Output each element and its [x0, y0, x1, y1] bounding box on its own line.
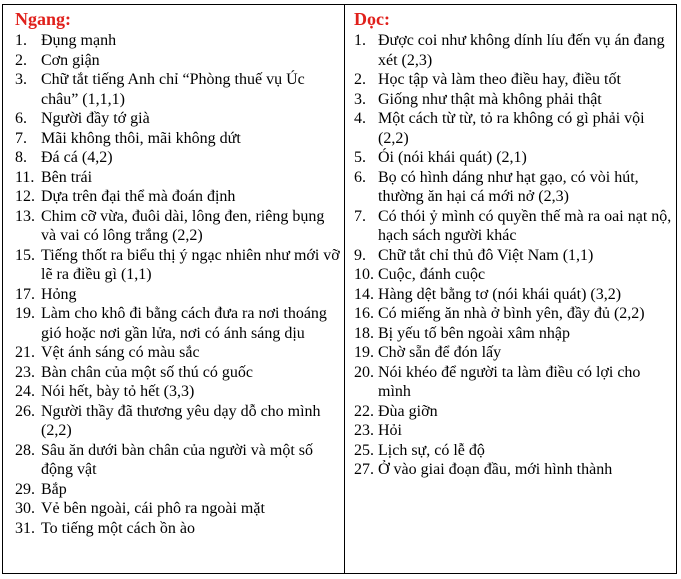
clue-text: Chữ tắt chỉ thủ đô Việt Nam (1,1) [378, 246, 594, 264]
clue-number: 26. [15, 402, 35, 420]
clue-number: 1. [15, 32, 27, 49]
clue-text: Sâu ăn dưới bàn chân của người và một số động vật [41, 441, 313, 478]
clue-text: Đụng mạnh [41, 32, 117, 49]
across-heading: Ngang: [15, 9, 72, 29]
clue-number: 13. [15, 207, 35, 225]
clue-number: 6. [15, 110, 27, 127]
clue-number: 8. [15, 149, 27, 166]
clue-text: Chim cỡ vừa, đuôi dài, lông đen, riêng bụng và vai có lông trắng (2,2) [41, 207, 325, 244]
clue-text: Vệt ánh sáng có màu sắc [41, 344, 200, 361]
clue-number: 11. [15, 168, 35, 186]
down-clue-item [354, 265, 672, 285]
clue-text: Được coi như không dính líu đến vụ án đang xét (2,3) [378, 32, 665, 69]
clue-text: Bắp [41, 480, 67, 498]
clue-number: 21. [15, 344, 35, 361]
across-clue-item [15, 441, 340, 480]
across-clue-item [15, 343, 340, 363]
clue-number: 3. [15, 71, 27, 88]
down-clue-item [354, 90, 672, 110]
clue-text: Hàng dệt bằng tơ (nói khái quát) (3,2) [378, 285, 622, 303]
clue-text: Có thói ỷ mình có quyền thế mà ra oai nạt nộ, hạch sách người khác [378, 207, 672, 244]
clue-text: Lịch sự, có lễ độ [378, 441, 485, 459]
clue-number: 16. [354, 305, 374, 322]
clue-number: 18. [354, 324, 374, 342]
clue-text: Một cách từ từ, tỏ ra không có gì phải vội (2,2) [378, 110, 645, 147]
across-clue-item [15, 285, 340, 305]
down-clue-item [354, 70, 672, 90]
clue-number: 4. [354, 110, 366, 127]
across-clue-item [15, 31, 340, 51]
clue-number: 2. [15, 51, 27, 69]
clue-text: Nói khéo để người ta làm điều có lợi cho mình [378, 363, 641, 400]
across-clue-item [15, 382, 340, 402]
clue-number: 5. [354, 149, 366, 166]
clue-text: Học tập và làm theo điều hay, điều tốt [378, 71, 621, 88]
down-clue-item [354, 246, 672, 266]
down-clue-item [354, 402, 672, 422]
down-clue-item [354, 460, 672, 480]
clue-text: Mãi không thôi, mãi không dứt [41, 129, 241, 147]
clue-number: 6. [354, 168, 366, 186]
clue-number: 19. [354, 344, 374, 361]
across-clue-item [15, 207, 340, 246]
clue-number: 15. [15, 246, 35, 264]
clue-text: To tiếng một cách ồn ào [41, 519, 195, 537]
clue-text: Dựa trên đại thể mà đoán định [41, 188, 236, 205]
clue-text: Đá cá (4,2) [41, 149, 113, 166]
clue-text: Người thầy đã thương yêu dạy dỗ cho mình (2,2) [41, 402, 321, 439]
clue-number: 30. [15, 500, 35, 517]
clue-text: Ói (nói khái quát) (2,1) [378, 149, 527, 166]
down-clue-item [354, 148, 672, 168]
clue-number: 10. [354, 266, 374, 283]
clue-number: 23. [354, 422, 374, 439]
clue-number: 24. [15, 383, 35, 400]
down-clue-item [354, 168, 672, 207]
down-clue-item [354, 304, 672, 324]
clue-text: Bàn chân của một số thú có guốc [41, 363, 253, 381]
clue-text: Cuộc, đánh cuộc [378, 266, 486, 283]
clue-text: Cơn giận [41, 51, 100, 69]
clue-text: Người đầy tớ già [41, 110, 150, 127]
across-clue-item [15, 187, 340, 207]
clue-text: Hỏng [41, 285, 77, 303]
clue-number: 17. [15, 285, 35, 303]
clue-text: Giống như thật mà không phải thật [378, 90, 602, 108]
across-clue-item [15, 499, 340, 519]
clue-number: 20. [354, 363, 374, 381]
across-clue-list [15, 31, 340, 538]
clue-number: 7. [354, 207, 366, 225]
down-clue-item [354, 31, 672, 70]
across-clue-item [15, 70, 340, 109]
down-clue-list [354, 31, 672, 480]
down-clue-item [354, 109, 672, 148]
clue-text: Chờ sẵn để đón lấy [378, 344, 502, 361]
clue-number: 9. [354, 246, 366, 264]
across-clue-item [15, 304, 340, 343]
clue-text: Bị yếu tố bên ngoài xâm nhập [378, 324, 570, 342]
clue-text: Ở vào giai đoạn đầu, mới hình thành [378, 461, 613, 478]
clue-number: 23. [15, 363, 35, 381]
down-clue-item [354, 421, 672, 441]
clue-text: Hỏi [378, 422, 402, 439]
clue-number: 7. [15, 129, 27, 147]
crossword-clues-table [2, 4, 677, 574]
down-clue-item [354, 343, 672, 363]
clue-number: 19. [15, 305, 35, 322]
down-clue-item [354, 207, 672, 246]
down-clue-item [354, 441, 672, 461]
clue-number: 29. [15, 480, 35, 498]
clue-text: Bọ có hình dáng như hạt gạo, có vòi hút, thường ăn hại cá mới nở (2,3) [378, 168, 639, 205]
clue-number: 31. [15, 519, 35, 537]
clue-number: 1. [354, 32, 366, 49]
clue-number: 25. [354, 441, 374, 459]
clue-text: Đùa giỡn [378, 402, 438, 420]
clue-text: Chữ tắt tiếng Anh chỉ “Phòng thuế vụ Úc châu” (1,1,1) [41, 71, 305, 108]
clue-text: Tiếng thốt ra biểu thị ý ngạc nhiên như mới vỡ lẽ ra điều gì (1,1) [41, 246, 340, 283]
across-clue-item [15, 168, 340, 188]
clue-number: 3. [354, 90, 366, 108]
clue-text: Có miếng ăn nhà ở bình yên, đầy đủ (2,2) [378, 305, 645, 322]
across-clue-item [15, 363, 340, 383]
down-clue-item [354, 285, 672, 305]
across-clue-item [15, 519, 340, 539]
across-clue-item [15, 51, 340, 71]
across-clue-item [15, 148, 340, 168]
clue-number: 27. [354, 461, 374, 478]
clue-number: 2. [354, 71, 366, 88]
down-clue-item [354, 324, 672, 344]
clue-text: Làm cho khô đi bằng cách đưa ra nơi thoáng gió hoặc nơi gần lửa, nơi có ánh sáng dịu [41, 305, 327, 342]
across-clue-item [15, 246, 340, 285]
down-clue-item [354, 363, 672, 402]
clue-text: Bên trái [41, 168, 93, 186]
clue-number: 28. [15, 441, 35, 459]
clue-number: 12. [15, 188, 35, 205]
down-column [345, 5, 676, 573]
across-column [3, 5, 345, 573]
clue-text: Vẻ bên ngoài, cái phô ra ngoài mặt [41, 500, 265, 517]
down-heading: Dọc: [354, 9, 390, 29]
across-clue-item [15, 129, 340, 149]
across-clue-item [15, 109, 340, 129]
clue-number: 22. [354, 402, 374, 420]
across-clue-item [15, 480, 340, 500]
across-clue-item [15, 402, 340, 441]
clue-text: Nói hết, bày tỏ hết (3,3) [41, 383, 195, 400]
clue-number: 14. [354, 285, 374, 303]
